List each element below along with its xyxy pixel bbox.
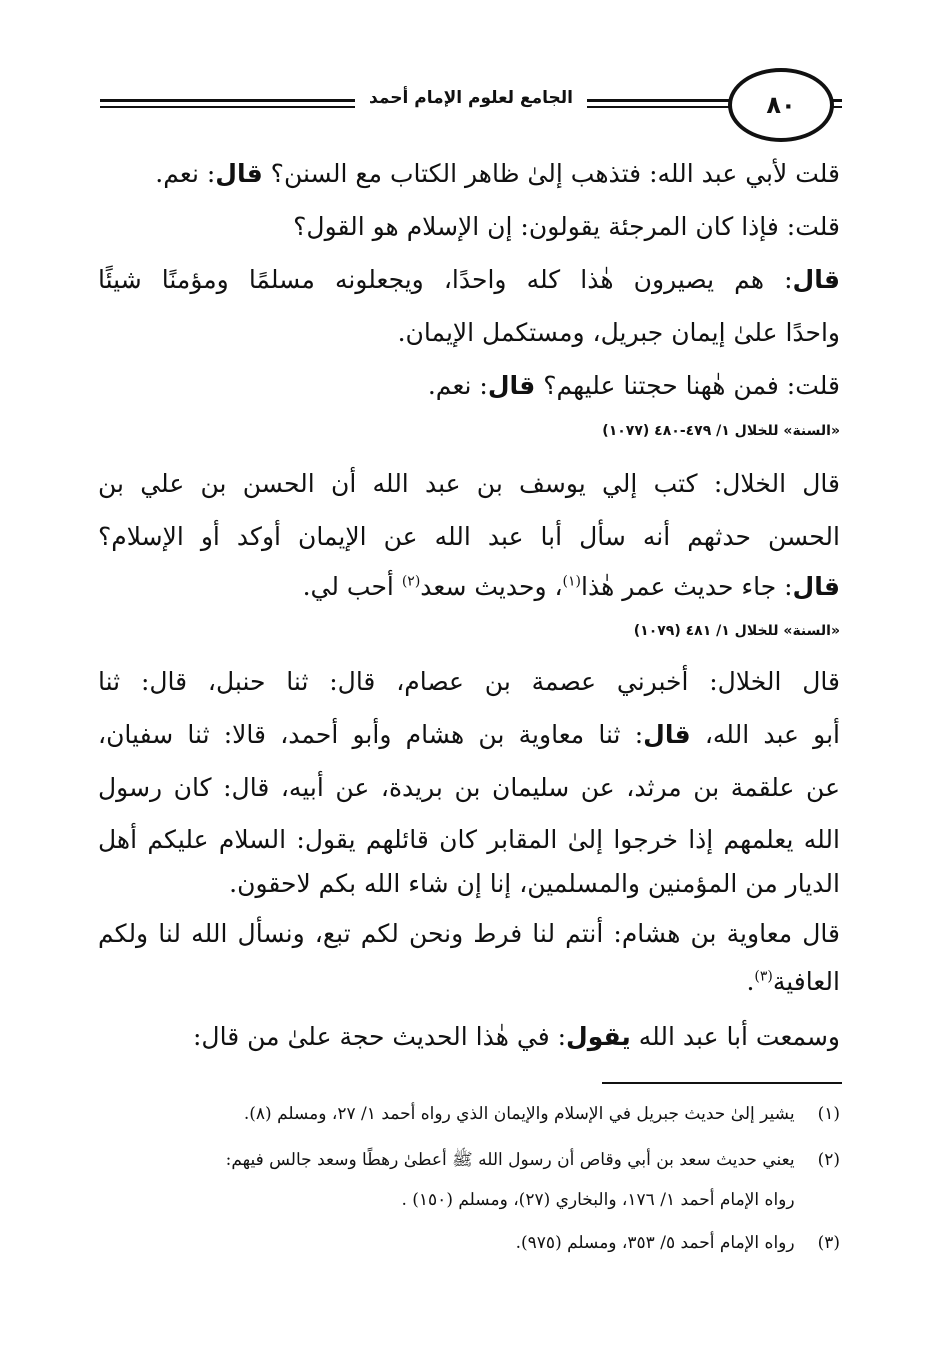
speaker-label: قال — [487, 371, 536, 400]
text-line — [98, 462, 840, 506]
speaker-label: قال — [643, 720, 691, 749]
text-run: : في هٰذا الحديث حجة علىٰ من قال: — [193, 1022, 567, 1051]
text-line — [98, 912, 840, 956]
footnote-text: رواه الإمام أحمد ١/ ١٧٦، والبخاري (٢٧)، ومسلم (١٥٠) . — [401, 1190, 795, 1210]
page-number: ٨٠ — [766, 91, 796, 119]
source-citation: «السنة» للخلال ١/ ٤٨١ (١٠٧٩) — [633, 623, 840, 639]
text-run: : ثنا معاوية بن هشام وأبو أحمد، قالا: ثنا سفيان، — [98, 720, 644, 749]
text-run: أحب لي. — [302, 572, 402, 601]
text-line — [98, 205, 840, 249]
text-run: قلت لأبي عبد الله: فتذهب إلىٰ ظاهر الكتاب مع السنن؟ — [262, 159, 840, 188]
header-rule-left-thick — [100, 99, 360, 102]
text-line — [98, 862, 840, 906]
text-run: قال الخلال: أخبرني عصمة بن عصام، قال: ثنا حنبل، قال: ثنا — [98, 667, 840, 696]
footnote-separator — [602, 1082, 842, 1084]
footnote-number: (٣) — [817, 1233, 840, 1253]
text-run: العافية — [772, 967, 840, 996]
text-line — [98, 713, 840, 757]
text-line — [98, 515, 840, 559]
footnote-number: (١) — [817, 1104, 840, 1124]
text-run: . — [746, 967, 755, 996]
text-run: الله يعلمهم إذا خرجوا إلىٰ المقابر كان قائلهم يقول: السلام عليكم أهل — [98, 825, 840, 854]
footnote-ref[interactable]: (٣) — [754, 968, 773, 985]
source-citation: «السنة» للخلال ١/ ٤٧٩-٤٨٠ (١٠٧٧) — [602, 423, 840, 439]
text-line — [98, 364, 840, 408]
text-run: قلت: فإذا كان المرجئة يقولون: إن الإسلام هو القول؟ — [293, 212, 840, 241]
footnote-ref[interactable]: (٢) — [401, 573, 421, 590]
footnote — [98, 1143, 840, 1177]
footnote-number: (٢) — [817, 1150, 840, 1170]
text-run: قال الخلال: كتب إلي يوسف بن عبد الله أن الحسن بن علي بن — [98, 469, 840, 498]
text-run: قال معاوية بن هشام: أنتم لنا فرط ونحن لكم تبع، ونسأل الله لنا ولكم — [98, 919, 840, 948]
speaker-label: يقول — [566, 1022, 631, 1051]
text-run: : نعم. — [155, 159, 216, 188]
footnote-ref[interactable]: (١) — [562, 573, 581, 590]
running-title: الجامع لعلوم الإمام أحمد — [355, 88, 587, 108]
text-run: الحسن حدثهم أنه سأل أبا عبد الله عن الإيمان أوكد أو الإسلام؟ — [98, 522, 840, 551]
speaker-label: قال — [792, 265, 840, 294]
text-run: : هم يصيرون هٰذا كله واحدًا، ويجعلونه مسلمًا ومؤمنًا شيئًا — [98, 265, 793, 294]
text-line — [98, 660, 840, 704]
text-line — [98, 258, 840, 302]
footnote — [98, 1097, 840, 1131]
footnote-text: رواه الإمام أحمد ٥/ ٣٥٣، ومسلم (٩٧٥). — [515, 1233, 795, 1253]
text-run: : نعم. — [427, 371, 488, 400]
text-run: أبو عبد الله، — [690, 720, 841, 749]
text-run: الديار من المؤمنين والمسلمين، إنا إن شاء الله بكم لاحقون. — [229, 869, 840, 898]
header-rule-mid-thick — [570, 99, 735, 102]
text-line — [98, 818, 840, 862]
text-line — [98, 311, 840, 355]
text-run: عن علقمة بن مرثد، عن سليمان بن بريدة، عن أبيه، قال: كان رسول — [98, 773, 840, 802]
speaker-label: قال — [792, 572, 840, 601]
text-line — [98, 152, 840, 196]
page-number-oval — [728, 68, 834, 142]
header-rule-left-thin — [100, 106, 360, 108]
footnote — [98, 1226, 840, 1260]
speaker-label: قال — [215, 159, 263, 188]
text-run: قلت: فمن هٰهنا حجتنا عليهم؟ — [535, 371, 840, 400]
footnote — [98, 1183, 840, 1217]
footnote-text: يعني حديث سعد بن أبي وقاص أن رسول الله ﷺ أعطىٰ رهطًا وسعد جالس فيهم: — [225, 1150, 795, 1170]
text-run: ، وحديث سعد — [420, 572, 563, 601]
text-line — [98, 960, 840, 1004]
footnote-text: يشير إلىٰ حديث جبريل في الإسلام والإيمان الذي رواه أحمد ١/ ٢٧، ومسلم (٨). — [243, 1104, 795, 1124]
header-rule-mid-thin — [570, 106, 735, 108]
text-line — [98, 565, 840, 609]
text-run: واحدًا علىٰ إيمان جبريل، ومستكمل الإيمان. — [397, 318, 840, 347]
text-run: وسمعت أبا عبد الله — [630, 1022, 840, 1051]
text-run: : جاء حديث عمر هٰذا — [581, 572, 793, 601]
text-line — [98, 1015, 840, 1059]
text-line — [98, 766, 840, 810]
